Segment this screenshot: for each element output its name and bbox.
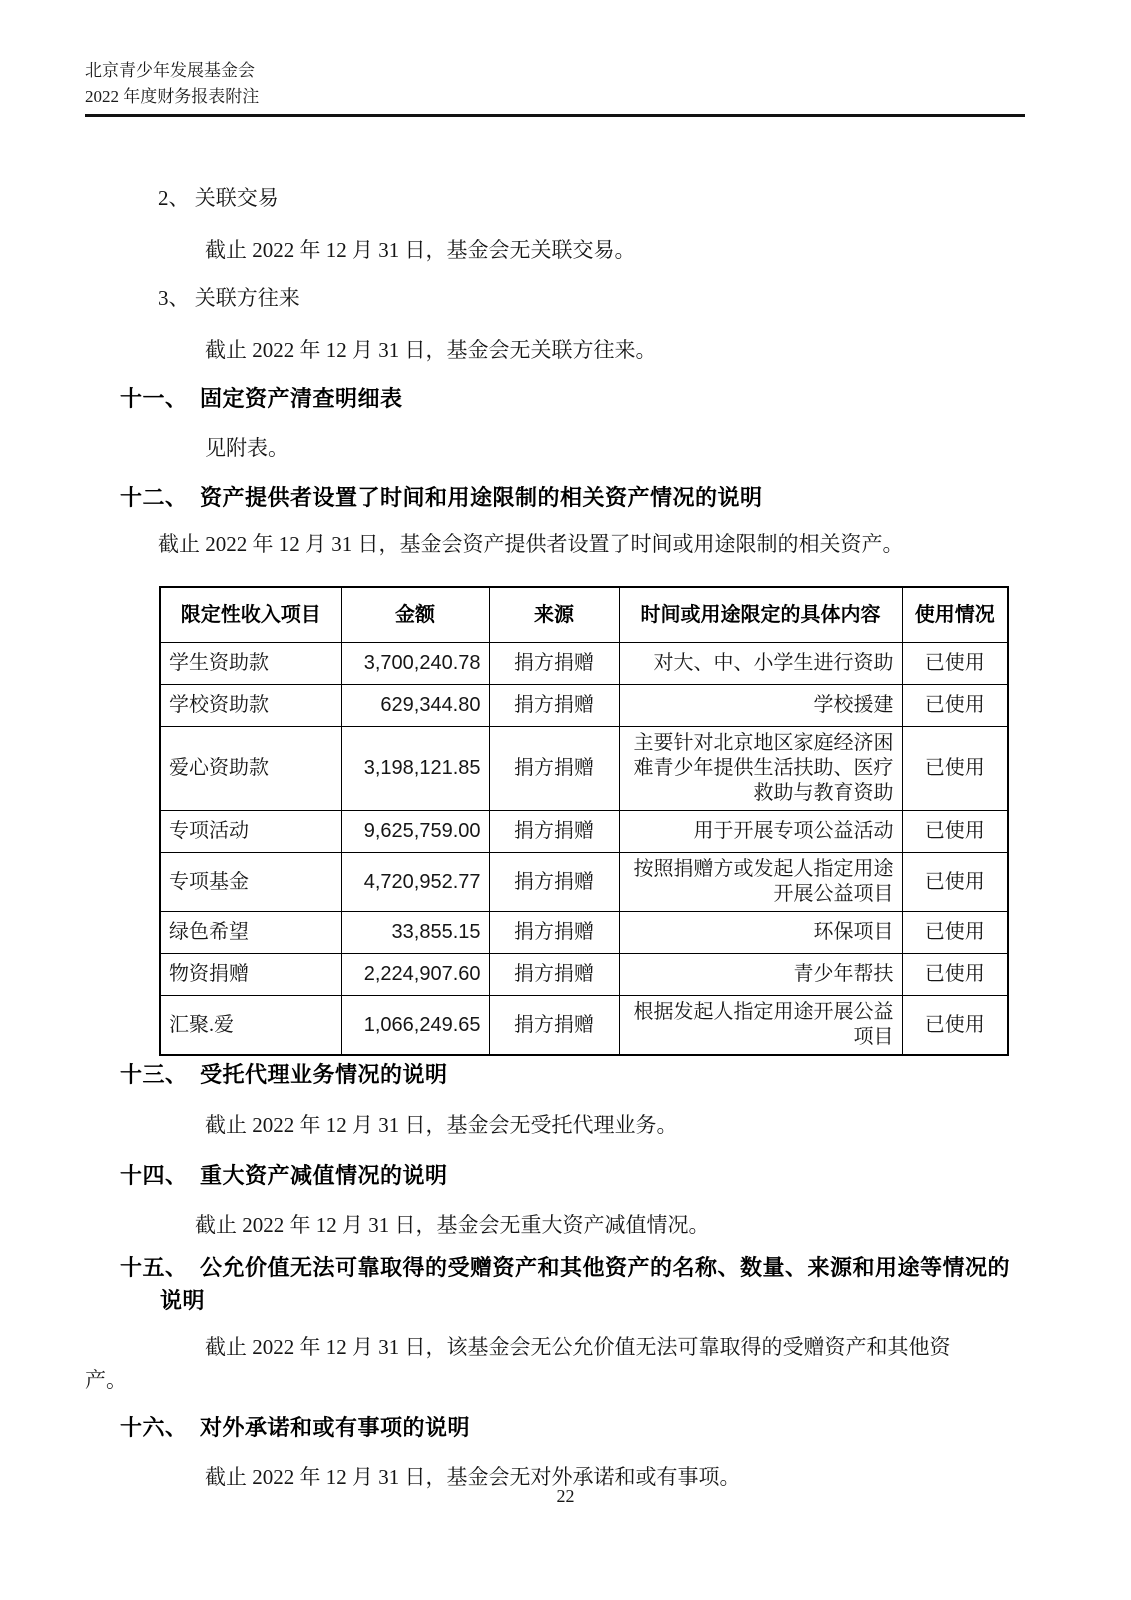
section-11-title: 固定资产清查明细表: [200, 386, 403, 411]
cell-restriction: 用于开展专项公益活动: [619, 811, 902, 853]
cell-restriction: 按照捐赠方或发起人指定用途开展公益项目: [619, 853, 902, 912]
section-15-title-line2: 说明: [160, 1288, 206, 1313]
cell-project: 专项活动: [160, 811, 341, 853]
cell-amount: 3,198,121.85: [341, 727, 489, 811]
paragraph-section-11: 见附表。: [205, 436, 289, 460]
table-row: [160, 727, 1008, 811]
paragraph-section-15-line1: 截止 2022 年 12 月 31 日，该基金会无公允价值无法可靠取得的受赠资产和其他资: [205, 1335, 951, 1359]
cell-usage: 已使用: [902, 727, 1008, 811]
cell-project: 专项基金: [160, 853, 341, 912]
list-item-2: [158, 184, 279, 212]
cell-amount: 3,700,240.78: [341, 643, 489, 685]
table-row: [160, 996, 1008, 1056]
section-15-title-line1: 公允价值无法可靠取得的受赠资产和其他资产的名称、数量、来源和用途等情况的: [200, 1255, 1011, 1280]
cell-project: 物资捐赠: [160, 954, 341, 996]
paragraph-section-14: 截止 2022 年 12 月 31 日，基金会无重大资产减值情况。: [195, 1213, 710, 1237]
cell-amount: 1,066,249.65: [341, 996, 489, 1056]
page-number: 22: [556, 1486, 575, 1506]
section-14-title: 重大资产减值情况的说明: [200, 1163, 448, 1188]
section-14-number: 十四、: [120, 1163, 188, 1188]
section-13-title: 受托代理业务情况的说明: [200, 1062, 448, 1087]
cell-amount: 9,625,759.00: [341, 811, 489, 853]
list-item-3: [158, 284, 300, 312]
header-org-name: 北京青少年发展基金会: [85, 61, 255, 80]
section-16-title: 对外承诺和或有事项的说明: [200, 1415, 471, 1440]
column-header-restriction: 时间或用途限定的具体内容: [619, 587, 902, 643]
cell-project: 爱心资助款: [160, 727, 341, 811]
header-doc-subtitle: 2022 年度财务报表附注: [85, 87, 260, 106]
cell-usage: 已使用: [902, 643, 1008, 685]
section-15-heading: [120, 1251, 1010, 1282]
section-13-number: 十三、: [120, 1062, 188, 1087]
cell-usage: 已使用: [902, 811, 1008, 853]
cell-source: 捐方捐赠: [489, 811, 619, 853]
column-header-usage: 使用情况: [902, 587, 1008, 643]
cell-usage: 已使用: [902, 996, 1008, 1056]
paragraph-section-12: 截止 2022 年 12 月 31 日，基金会资产提供者设置了时间或用途限制的相关资产。: [158, 532, 904, 556]
paragraph-section-13: 截止 2022 年 12 月 31 日，基金会无受托代理业务。: [205, 1113, 678, 1137]
cell-source: 捐方捐赠: [489, 853, 619, 912]
section-12-number: 十二、: [120, 485, 188, 510]
cell-usage: 已使用: [902, 685, 1008, 727]
cell-project: 学校资助款: [160, 685, 341, 727]
cell-source: 捐方捐赠: [489, 954, 619, 996]
section-12-heading: [120, 481, 763, 512]
table-row: [160, 954, 1008, 996]
list-item-3-title: 关联方往来: [194, 286, 300, 310]
list-item-3-number: 3、: [158, 286, 190, 310]
table-header-row: [160, 587, 1008, 643]
table-row: [160, 853, 1008, 912]
cell-restriction: 对大、中、小学生进行资助: [619, 643, 902, 685]
paragraph-section-16: 截止 2022 年 12 月 31 日，基金会无对外承诺和或有事项。: [205, 1465, 741, 1489]
paragraph-section-15-line2: 产。: [85, 1368, 127, 1392]
cell-restriction: 主要针对北京地区家庭经济困难青少年提供生活扶助、医疗救助与教育资助: [619, 727, 902, 811]
cell-source: 捐方捐赠: [489, 912, 619, 954]
section-11-number: 十一、: [120, 386, 188, 411]
cell-usage: 已使用: [902, 853, 1008, 912]
cell-amount: 4,720,952.77: [341, 853, 489, 912]
cell-source: 捐方捐赠: [489, 643, 619, 685]
cell-amount: 629,344.80: [341, 685, 489, 727]
section-16-heading: [120, 1411, 470, 1442]
section-14-heading: [120, 1159, 448, 1190]
cell-restriction: 根据发起人指定用途开展公益项目: [619, 996, 902, 1056]
cell-amount: 33,855.15: [341, 912, 489, 954]
table-row: [160, 643, 1008, 685]
restricted-assets-table: [159, 586, 1009, 1056]
list-item-2-number: 2、: [158, 186, 190, 210]
table-row: [160, 811, 1008, 853]
cell-project: 绿色希望: [160, 912, 341, 954]
table-row: [160, 685, 1008, 727]
section-13-heading: [120, 1058, 448, 1089]
cell-restriction: 环保项目: [619, 912, 902, 954]
paragraph-item-3: 截止 2022 年 12 月 31 日，基金会无关联方往来。: [205, 338, 657, 362]
column-header-source: 来源: [489, 587, 619, 643]
column-header-project: 限定性收入项目: [160, 587, 341, 643]
cell-project: 汇聚.爱: [160, 996, 341, 1056]
cell-restriction: 学校援建: [619, 685, 902, 727]
section-11-heading: [120, 382, 403, 413]
header-divider: [85, 114, 1025, 117]
cell-source: 捐方捐赠: [489, 727, 619, 811]
cell-source: 捐方捐赠: [489, 996, 619, 1056]
table-row: [160, 912, 1008, 954]
section-16-number: 十六、: [120, 1415, 188, 1440]
cell-usage: 已使用: [902, 912, 1008, 954]
column-header-amount: 金额: [341, 587, 489, 643]
cell-restriction: 青少年帮扶: [619, 954, 902, 996]
section-12-title: 资产提供者设置了时间和用途限制的相关资产情况的说明: [200, 485, 763, 510]
cell-usage: 已使用: [902, 954, 1008, 996]
cell-source: 捐方捐赠: [489, 685, 619, 727]
section-15-number: 十五、: [120, 1255, 188, 1280]
cell-amount: 2,224,907.60: [341, 954, 489, 996]
paragraph-item-2: 截止 2022 年 12 月 31 日，基金会无关联交易。: [205, 238, 636, 262]
cell-project: 学生资助款: [160, 643, 341, 685]
list-item-2-title: 关联交易: [194, 186, 279, 210]
